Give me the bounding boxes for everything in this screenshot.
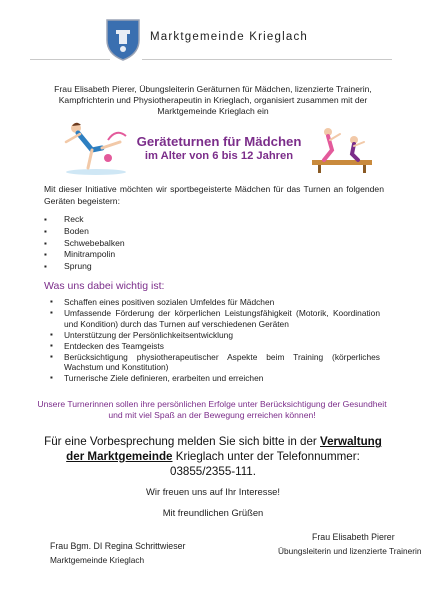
signatory-left-name: Frau Bgm. DI Regina Schrittwieser: [50, 541, 186, 551]
gymnast-illustration-right: [310, 124, 374, 174]
header-divider-right: [142, 59, 392, 60]
list-item: ▪ Entdecken des Teamgeists: [50, 341, 380, 352]
list-item: ▪ Unterstützung der Persönlichkeitsentwicklung: [50, 330, 380, 341]
highlight-note: Unsere Turnerinnen sollen ihre persönlichen Erfolge unter Berücksichtigung der Gesundheit und mit viel Spaß an der Bewegung erreichen können!: [37, 399, 387, 420]
intro-text: Frau Elisabeth Pierer, Übungsleiterin Geräturnen für Mädchen, lizenzierte Trainerin, Kampfrichterin und Physiotherapeutin in Krieglach, organisiert zusammen mit der Marktgemeinde Krieglach ein: [54, 84, 372, 116]
meeting-text-pre: Für eine Vorbesprechung melden Sie sich bitte in der: [44, 435, 317, 448]
list-item: ▪ Umfassende Förderung der körperlichen Leistungsfähigkeit (Motorik, Koordination und Kondition) durch das Turnen auf verschiedenen Geräten: [50, 308, 380, 330]
meeting-info: [40, 434, 386, 479]
initiative-text: Mit dieser Initiative möchten wir sportbegeisterte Mädchen für das Turnen an folgenden Geräten begeistern:: [44, 184, 384, 206]
signatory-right-name: Frau Elisabeth Pierer: [312, 532, 395, 542]
list-item: ▪ Berücksichtigung physiotherapeutischer Aspekte beim Training (körperliches Wachstum und Konstitution): [50, 352, 380, 374]
header-divider-left: [30, 59, 110, 60]
goals-heading: Was uns dabei wichtig ist:: [44, 280, 165, 292]
list-item: ▪ Minitrampolin: [44, 249, 125, 261]
goals-list: [50, 297, 380, 384]
list-item: ▪ Reck: [44, 214, 125, 226]
banner-title: Geräteturnen für Mädchen: [136, 134, 302, 149]
list-item: ▪ Boden: [44, 226, 125, 238]
coat-of-arms-icon: [104, 16, 142, 62]
thanks-line: Wir freuen uns auf Ihr Interesse!: [146, 486, 280, 497]
list-item: ▪ Schaffen eines positiven sozialen Umfeldes für Mädchen: [50, 297, 380, 308]
municipality-name: Marktgemeinde Krieglach: [150, 31, 308, 43]
equipment-list: [44, 214, 125, 273]
list-item: ▪ Sprung: [44, 261, 125, 273]
signatory-right-role: Übungsleiterin und lizenzierte Trainerin: [278, 546, 422, 556]
signatory-left-role: Marktgemeinde Krieglach: [50, 555, 145, 565]
meeting-text-post: Krieglach unter der Telefonnummer: 03855/2355-111.: [170, 450, 360, 478]
administration-link: Verwaltung der Marktgemeinde: [66, 435, 382, 463]
gymnast-illustration-left: [58, 120, 134, 176]
regards-line: Mit freundlichen Grüßen: [162, 507, 264, 518]
list-item: ▪ Schwebebalken: [44, 238, 125, 250]
list-item: ▪ Turnerische Ziele definieren, erarbeiten und erreichen: [50, 373, 380, 384]
banner-subtitle: im Alter von 6 bis 12 Jahren: [144, 150, 294, 162]
